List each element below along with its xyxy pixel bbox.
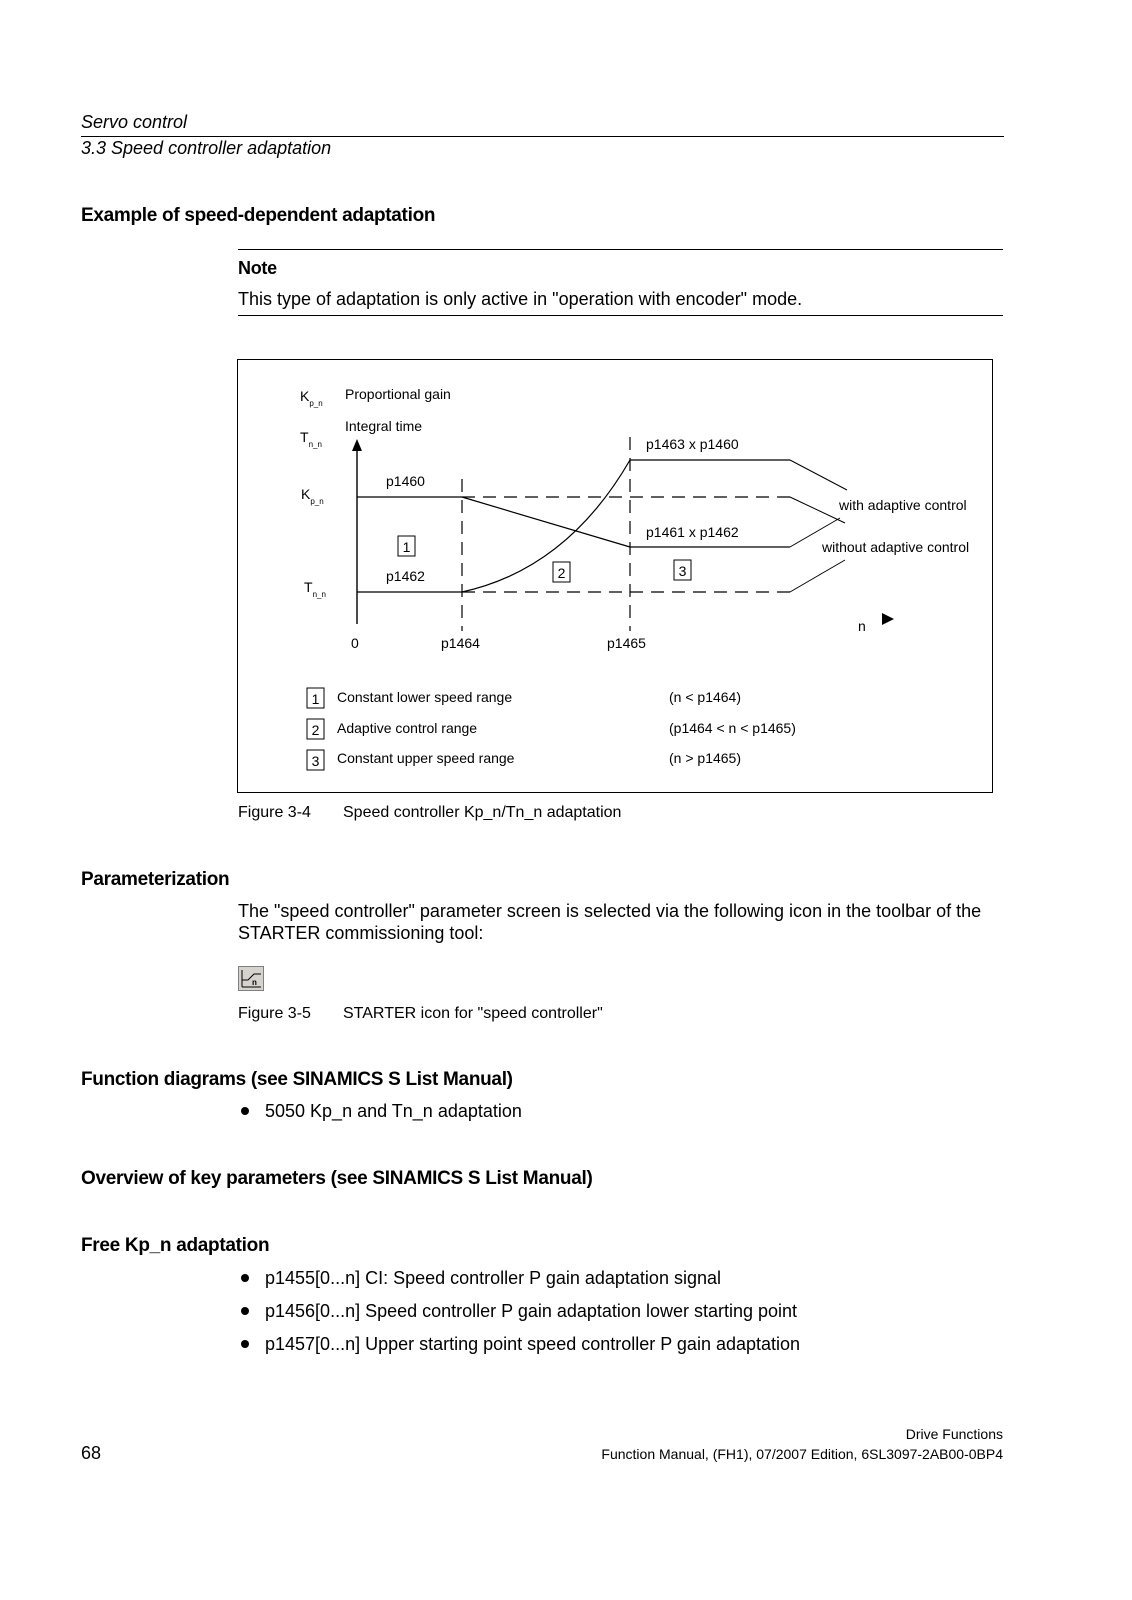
legend-range-3-cond: (n > p1465) (669, 750, 741, 766)
free-kpn-list (238, 1267, 800, 1366)
x-tick-p1464: p1464 (441, 635, 480, 651)
legend-range-1-cond: (n < p1464) (669, 689, 741, 705)
label-with-adaptive: with adaptive control (839, 497, 967, 513)
legend-box-2-num: 2 (311, 722, 320, 738)
figure-3-4-number: Figure 3-4 (238, 804, 311, 821)
parameterization-text: The "speed controller" parameter screen is selected via the following icon in the toolbar of the STARTER commissioning tool: (238, 901, 982, 943)
speed-controller-adaptation-diagram (237, 359, 994, 794)
note-top-rule (238, 249, 1003, 250)
svg-text:n: n (252, 978, 257, 987)
x-axis-arrow (882, 613, 894, 625)
note-text: This type of adaptation is only active in "operation with encoder" mode. (238, 289, 803, 309)
function-diagrams-heading: Function diagrams (see SINAMICS S List Manual) (81, 1069, 513, 1090)
kp-adaptive-line (462, 497, 630, 547)
tn-adaptive-curve (462, 460, 630, 592)
example-heading: Example of speed-dependent adaptation (81, 205, 436, 226)
running-header-section: 3.3 Speed controller adaptation (81, 138, 332, 158)
list-item: p1455[0...n] CI: Speed controller P gain adaptation signal (238, 1267, 800, 1300)
label-p1461x: p1461 x p1462 (646, 524, 739, 540)
legend-range-1-name: Constant lower speed range (337, 689, 513, 705)
y-axis-arrow (352, 439, 362, 451)
legend-kp-text: Proportional gain (345, 386, 451, 402)
label-p1462: p1462 (386, 568, 425, 584)
running-header-chapter: Servo control (81, 112, 188, 132)
overview-heading: Overview of key parameters (see SINAMICS S List Manual) (81, 1168, 593, 1189)
note-bottom-rule (238, 315, 1003, 316)
free-kpn-heading: Free Kp_n adaptation (81, 1235, 270, 1256)
list-item: p1457[0...n] Upper starting point speed controller P gain adaptation (238, 1333, 800, 1366)
legend-box-3-num: 3 (311, 753, 320, 769)
label-without-adaptive: without adaptive control (822, 539, 970, 555)
footer-manual-edition: Function Manual, (FH1), 07/2007 Edition, 6SL3097-2AB00-0BP4 (601, 1446, 1003, 1462)
y-label-tn: $T_{n\_n}$ (304, 579, 326, 599)
label-p1460: p1460 (386, 473, 425, 489)
footer-manual-title: Drive Functions (905, 1426, 1003, 1442)
pointer-kp-without (790, 497, 845, 523)
range-box-2-num: 2 (557, 565, 566, 581)
range-box-3-num: 3 (678, 563, 687, 579)
function-diagrams-list (238, 1100, 522, 1133)
x-tick-p1465: p1465 (607, 635, 646, 651)
label-p1463x: p1463 x p1460 (646, 436, 739, 452)
note-label: Note (238, 258, 277, 278)
list-item: p1456[0...n] Speed controller P gain adaptation lower starting point (238, 1300, 800, 1333)
range-box-1-num: 1 (402, 539, 411, 555)
legend-box-1-num: 1 (311, 691, 320, 707)
legend-range-2-cond: (p1464 < n < p1465) (669, 720, 796, 736)
x-axis-label: n (858, 618, 866, 634)
y-label-kp: $K_{p\_n}$ (301, 486, 324, 506)
speed-controller-icon[interactable] (238, 966, 264, 991)
pointer-tn-without (790, 560, 845, 592)
figure-3-5-number: Figure 3-5 (238, 1005, 311, 1022)
page-number: 68 (81, 1443, 102, 1463)
legend-range-3-name: Constant upper speed range (337, 750, 515, 766)
legend-tn-text: Integral time (345, 418, 423, 434)
figure-3-5-title: STARTER icon for "speed controller" (343, 1005, 603, 1022)
header-rule (81, 136, 1004, 137)
legend-range-2-name: Adaptive control range (337, 720, 478, 736)
parameterization-heading: Parameterization (81, 869, 230, 890)
list-item: 5050 Kp_n and Tn_n adaptation (238, 1100, 522, 1133)
legend-kp-symbol: $K_{p\_n}$ (300, 388, 323, 408)
pointer-tn-with (790, 460, 847, 490)
x-origin-label: 0 (351, 635, 359, 651)
legend-tn-symbol: $T_{n\_n}$ (300, 429, 322, 449)
figure-3-4-title: Speed controller Kp_n/Tn_n adaptation (343, 804, 622, 821)
